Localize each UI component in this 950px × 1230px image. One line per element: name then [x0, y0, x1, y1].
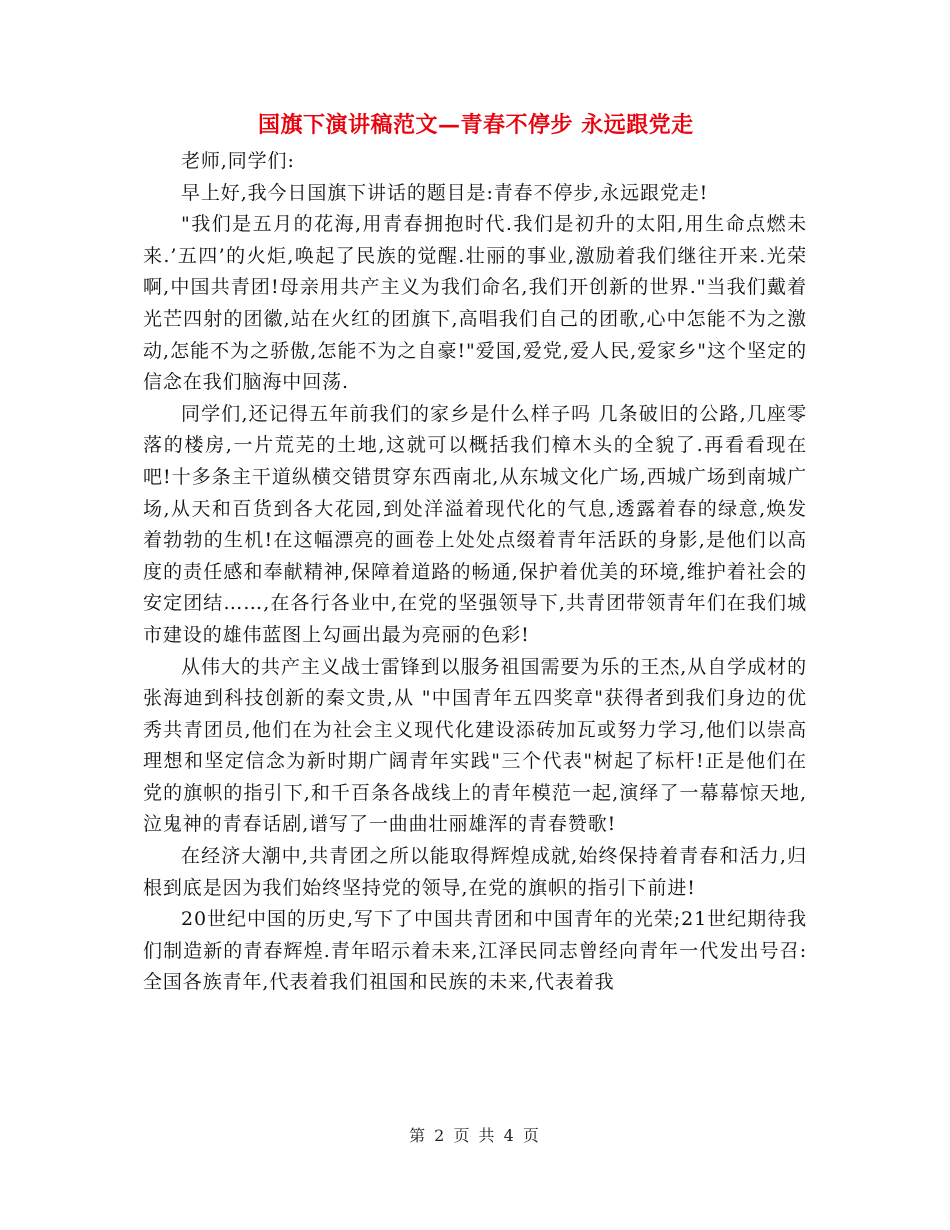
paragraph-quote: "我们是五月的花海,用青春拥抱时代.我们是初升的太阳,用生命点燃未来.’五四’的火炬,唤起了民族的觉醒.壮丽的事业,激励着我们继往开来.光荣啊,中国共青团!母亲用共产主义为我们命名,我们开创新的世界."当我们戴着光芒四射的团徽,站在火红的团旗下,高唱我们自己的团歌,心中怎能不为之激动,怎能不为之骄傲,怎能不为之自豪!"爱国,爱党,爱人民,爱家乡"这个坚定的信念在我们脑海中回荡. [143, 213, 807, 394]
paragraph-greeting: 早上好,我今日国旗下讲话的题目是:青春不停步,永远跟党走! [181, 181, 709, 204]
paragraph-hometown: 同学们,还记得五年前我们的家乡是什么样子吗 几条破旧的公路,几座零落的楼房,一片荒芜的土地,这就可以概括我们樟木头的全貌了.再看看现在吧!十多条主干道纵横交错贯穿东西南北,从东城文化广场,西城广场到南城广场,从天和百货到各大花园,到处洋溢着现代化的气息,透露着春的绿意,焕发着勃勃的生机!在这幅漂亮的画卷上处处点缀着青年活跃的身影,是他们以高度的责任感和奉献精神,保障着道路的畅通,保护着优美的环境,维护着社会的安定团结……,在各行各业中,在党的坚强领导下,共青团带领青年们在我们城市建设的雄伟蓝图上勾画出最为亮丽的色彩! [143, 402, 807, 646]
paragraph-century: 20世纪中国的历史,写下了中国共青团和中国青年的光荣;21世纪期待我们制造新的青春辉煌.青年昭示着未来,江泽民同志曾经向青年一代发出号召:全国各族青年,代表着我们祖国和民族的未来,代表着我 [143, 908, 807, 994]
document-body [143, 146, 807, 999]
page-number-footer: 第 2 页 共 4 页 [409, 1126, 541, 1145]
document-title: 国旗下演讲稿范文—青春不停步 永远跟党走 [258, 112, 694, 138]
salutation: 老师,同学们: [181, 150, 295, 172]
paragraph-economy: 在经济大潮中,共青团之所以能取得辉煌成就,始终保持着青春和活力,归根到底是因为我们始终坚持党的领导,在党的旗帜的指引下前进! [143, 845, 807, 899]
paragraph-role-models: 从伟大的共产主义战士雷锋到以服务祖国需要为乐的王杰,从自学成材的张海迪到科技创新的秦文贵,从 "中国青年五四奖章"获得者到我们身边的优秀共青团员,他们在为社会主义现代化建设添砖加瓦或努力学习,他们以崇高理想和坚定信念为新时期广阔青年实践"三个代表"树起了标杆!正是他们在党的旗帜的指引下,和千百条各战线上的青年模范一起,演绎了一幕幕惊天地,泣鬼神的青春话剧,谱写了一曲曲壮丽雄浑的青春赞歌! [143, 655, 807, 836]
